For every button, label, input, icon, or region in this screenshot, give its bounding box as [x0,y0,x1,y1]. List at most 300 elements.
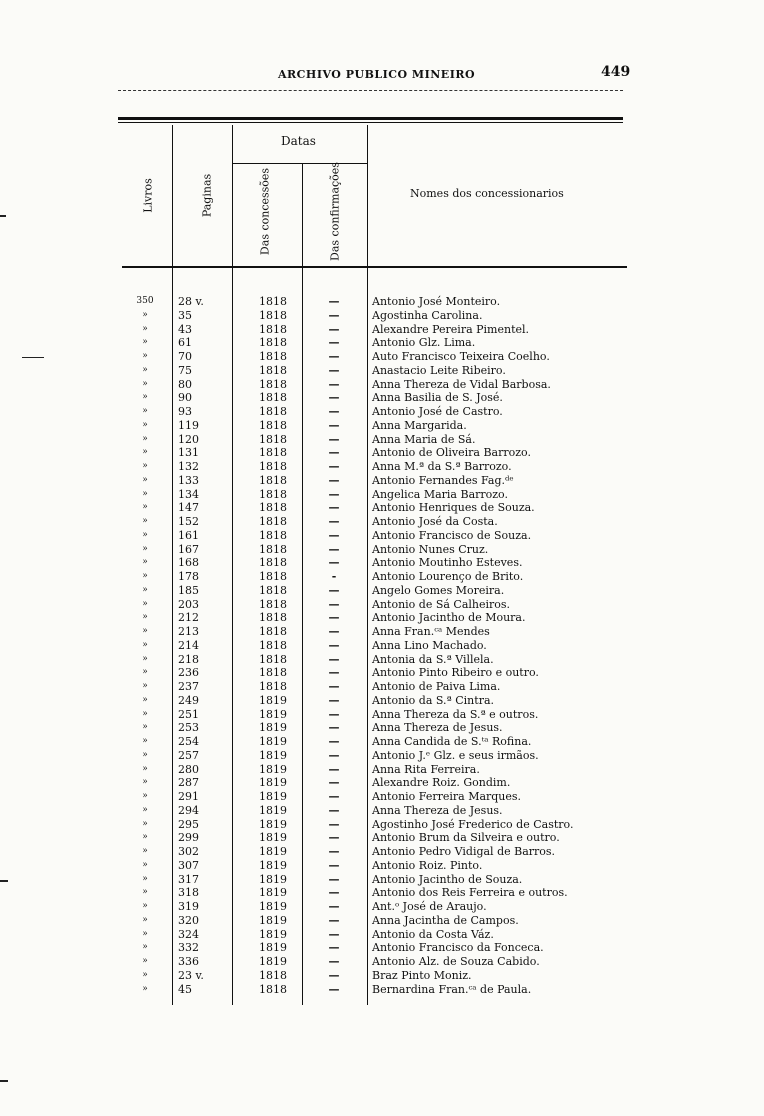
cell-data-confirmacao: — [328,845,340,858]
cell-pagina: 251 [178,707,199,721]
cell-data-confirmacao: — [328,418,340,432]
table-row [0,556,764,570]
cell-livro: » [142,639,148,650]
cell-pagina: 218 [178,652,199,666]
cell-livro: » [142,557,148,568]
cell-data-concessao: 1819 [259,858,287,872]
cell-livro: » [142,777,148,788]
cell-data-concessao: 1818 [259,446,287,460]
table-row [0,543,764,557]
table-row [0,515,764,529]
table-row [0,295,764,309]
cell-livro: » [142,474,148,485]
cell-data-concessao: 1818 [259,295,287,308]
cell-data-confirmacao: — [328,336,340,350]
cell-livro: » [142,584,148,595]
cell-nome: Antonio Pinto Ribeiro e outro. [372,666,539,680]
table-row [0,350,764,364]
cell-nome: Anna Rita Ferreira. [372,762,480,776]
cell-data-confirmacao: — [328,295,340,308]
table-row [0,928,764,942]
table-row [0,941,764,955]
cell-livro: » [142,378,148,389]
cell-pagina: 214 [178,638,199,652]
cell-livro: » [142,488,148,499]
cell-data-confirmacao: — [328,391,340,405]
cell-pagina: 35 [178,308,192,322]
cell-data-concessao: 1818 [259,501,287,515]
cell-pagina: 212 [178,611,199,625]
cell-data-concessao: 1819 [259,721,287,735]
cell-livro: » [142,351,148,361]
cell-data-confirmacao: — [328,831,340,845]
cell-nome: Antonio de Sá Calheiros. [372,597,511,611]
table-row [0,694,764,708]
cell-livro: » [142,818,148,829]
cell-data-confirmacao: — [328,982,340,996]
cell-data-confirmacao: — [328,735,340,748]
cell-data-concessao: 1819 [259,831,287,845]
cell-pagina: 318 [178,886,199,900]
cell-pagina: 280 [178,762,199,776]
cell-data-concessao: 1818 [259,336,287,350]
cell-data-confirmacao: — [328,748,340,762]
cell-nome: Alexandre Pereira Pimentel. [372,322,530,336]
cell-nome: Antonio Lourenço de Brito. [372,570,524,583]
cell-data-confirmacao: - [331,570,337,583]
cell-data-concessao: 1819 [259,845,287,858]
cell-data-confirmacao: — [328,322,340,336]
cell-data-confirmacao: — [328,913,340,927]
cell-nome: Anna Margarida. [372,418,467,432]
table-row [0,639,764,653]
cell-data-confirmacao: — [328,680,340,693]
cell-nome: Anna Thereza da S.ª e outros. [372,707,539,721]
cell-nome: Antonio Alz. de Souza Cabido. [372,955,540,968]
cell-data-concessao: 1818 [259,583,287,597]
cell-data-confirmacao: — [328,308,340,322]
cell-nome: Bernardina Fran.ᶜᵃ de Paula. [372,982,532,996]
table-row [0,804,764,818]
cell-nome: Antonio da S.ª Cintra. [372,693,495,707]
cell-nome: Anna Jacintha de Campos. [372,913,519,927]
cell-livro: » [142,598,148,609]
table-row [0,735,764,749]
cell-pagina: 61 [178,336,192,350]
cell-nome: Braz Pinto Moniz. [372,968,472,982]
cell-livro: » [142,667,148,678]
cell-data-confirmacao: — [328,927,340,941]
cell-pagina: 120 [178,432,199,446]
cell-livro: » [142,406,148,416]
cell-data-confirmacao: — [328,350,340,363]
cell-pagina: 320 [178,913,199,927]
cell-data-confirmacao: — [328,872,340,886]
cell-livro: » [142,529,148,540]
cell-nome: Antonio Brum da Silveira e outro. [372,831,560,845]
cell-livro: » [142,447,148,458]
cell-data-confirmacao: — [328,886,340,900]
header-paginas: Paginas [200,173,214,218]
cell-data-concessao: 1818 [259,982,287,996]
cell-nome: Auto Francisco Teixeira Coelho. [372,350,550,363]
table-row [0,309,764,323]
cell-nome: Antonio Nunes Cruz. [372,542,489,556]
cell-nome: Anna Thereza de Jesus. [372,721,503,735]
cell-pagina: 167 [178,542,199,556]
cell-data-confirmacao: — [328,803,340,817]
cell-nome: Anna Maria de Sá. [372,432,476,446]
cell-nome: Angelo Gomes Moreira. [372,583,505,597]
cell-pagina: 203 [178,597,199,611]
cell-livro: » [142,846,148,856]
cell-livro: » [142,433,148,444]
cell-data-confirmacao: — [328,638,340,652]
cell-data-confirmacao: — [328,501,340,515]
cell-nome: Anastacio Leite Ribeiro. [372,363,506,377]
table-row [0,570,764,584]
table-row [0,666,764,680]
cell-pagina: 75 [178,363,192,377]
table-row [0,460,764,474]
cell-data-concessao: 1818 [259,460,287,473]
cell-data-confirmacao: — [328,858,340,872]
cell-livro: » [142,736,148,746]
table-row [0,831,764,845]
cell-nome: Antonio Ferreira Marques. [372,790,522,803]
cell-data-concessao: 1819 [259,790,287,803]
cell-data-concessao: 1818 [259,597,287,611]
table-row [0,721,764,735]
cell-pagina: 257 [178,748,199,762]
cell-livro: » [142,543,148,554]
cell-nome: Anna Lino Machado. [372,638,487,652]
cell-data-confirmacao: — [328,776,340,790]
cell-livro: » [142,914,148,925]
cell-pagina: 236 [178,666,199,680]
cell-nome: Alexandre Roiz. Gondim. [372,776,511,790]
cell-data-confirmacao: — [328,707,340,721]
cell-pagina: 45 [178,982,192,996]
cell-pagina: 28 v. [178,295,204,308]
cell-data-confirmacao: — [328,652,340,666]
cell-pagina: 23 v. [178,968,204,982]
cell-pagina: 185 [178,583,199,597]
table-row [0,790,764,804]
cell-data-concessao: 1819 [259,927,287,941]
cell-livro: » [142,969,148,980]
cell-data-confirmacao: — [328,542,340,556]
cell-data-concessao: 1818 [259,363,287,377]
cell-data-confirmacao: — [328,432,340,446]
cell-pagina: 133 [178,473,199,487]
cell-data-concessao: 1819 [259,872,287,886]
cell-pagina: 70 [178,350,192,363]
cell-nome: Agostinha Carolina. [372,308,483,322]
cell-nome: Antonio Pedro Vidigal de Barros. [372,845,556,858]
cell-data-concessao: 1818 [259,391,287,405]
cell-data-confirmacao: — [328,666,340,680]
table-row [0,336,764,350]
page-header-title: ARCHIVO PUBLICO MINEIRO [278,68,476,81]
header-dotted-rule [118,90,623,91]
cell-data-confirmacao: — [328,611,340,625]
table-row [0,776,764,790]
cell-nome: Antonio da Costa Váz. [372,927,494,941]
cell-livro: » [142,928,148,939]
table-row [0,983,764,997]
table-row [0,584,764,598]
cell-livro: » [142,392,148,403]
table-row [0,323,764,337]
cell-pagina: 302 [178,845,199,858]
cell-nome: Ant.ᵒ José de Araujo. [372,900,487,913]
cell-data-confirmacao: — [328,556,340,570]
cell-nome: Antonio de Oliveira Barrozo. [372,446,531,460]
table-row [0,598,764,612]
cell-data-concessao: 1818 [259,652,287,666]
cell-data-confirmacao: — [328,446,340,460]
header-nomes: Nomes dos concessionarios [410,187,564,200]
cell-livro: » [142,323,148,334]
cell-data-concessao: 1819 [259,735,287,748]
cell-data-confirmacao: — [328,473,340,487]
table-row [0,433,764,447]
cell-data-confirmacao: — [328,377,340,391]
cell-pagina: 307 [178,858,199,872]
cell-livro: » [142,419,148,430]
cell-data-concessao: 1818 [259,487,287,501]
table-row [0,708,764,722]
cell-data-confirmacao: — [328,941,340,955]
margin-mark [0,215,6,217]
cell-data-concessao: 1818 [259,432,287,446]
margin-mark [0,1080,8,1082]
cell-livro: » [142,887,148,898]
cell-livro: » [142,681,148,691]
cell-livro: » [142,873,148,884]
table-row [0,625,764,639]
cell-data-confirmacao: — [328,900,340,913]
page-number: 449 [601,64,631,80]
header-concessoes: Das concessões [258,167,272,256]
cell-data-confirmacao: — [328,515,340,528]
cell-data-confirmacao: — [328,583,340,597]
cell-nome: Anna M.ª da S.ª Barrozo. [372,460,512,473]
cell-data-concessao: 1819 [259,941,287,955]
cell-data-confirmacao: — [328,817,340,831]
cell-data-concessao: 1818 [259,405,287,418]
header-datas-group: Datas [281,134,316,148]
cell-data-concessao: 1819 [259,748,287,762]
cell-livro: » [142,749,148,760]
cell-data-confirmacao: — [328,460,340,473]
cell-livro: » [142,901,148,911]
cell-data-confirmacao: — [328,597,340,611]
cell-data-concessao: 1819 [259,707,287,721]
cell-pagina: 134 [178,487,199,501]
cell-data-concessao: 1818 [259,625,287,638]
cell-livro: » [142,956,148,966]
cell-nome: Agostinho José Frederico de Castro. [372,817,574,831]
table-header-bottom-rule [122,266,627,268]
cell-livro: » [142,612,148,623]
cell-pagina: 213 [178,625,199,638]
cell-nome: Antonio Jacintho de Moura. [372,611,526,625]
cell-data-confirmacao: — [328,762,340,776]
cell-pagina: 131 [178,446,199,460]
cell-livro: » [142,708,148,719]
cell-nome: Antonio de Paiva Lima. [372,680,501,693]
cell-livro: » [142,364,148,375]
cell-nome: Antonio J.ᵉ Glz. e seus irmãos. [372,748,539,762]
cell-nome: Antonio José da Costa. [372,515,498,528]
cell-nome: Anna Fran.ᶜᵃ Mendes [372,625,490,638]
cell-nome: Antonio José Monteiro. [372,295,501,308]
datas-group-rule [232,163,367,164]
cell-data-concessao: 1819 [259,693,287,707]
cell-data-concessao: 1819 [259,776,287,790]
cell-livro: » [142,942,148,953]
cell-data-confirmacao: — [328,693,340,707]
cell-pagina: 291 [178,790,199,803]
cell-livro: » [142,694,148,705]
cell-pagina: 93 [178,405,192,418]
cell-pagina: 332 [178,941,199,955]
cell-data-confirmacao: — [328,790,340,803]
cell-nome: Antonio Glz. Lima. [372,336,476,350]
cell-data-concessao: 1818 [259,680,287,693]
table-row [0,969,764,983]
cell-nome: Antonio Roiz. Pinto. [372,858,483,872]
cell-pagina: 237 [178,680,199,693]
cell-livro: » [142,516,148,526]
cell-data-confirmacao: — [328,487,340,501]
cell-data-concessao: 1819 [259,817,287,831]
cell-livro: » [142,763,148,774]
cell-data-concessao: 1818 [259,968,287,982]
cell-data-concessao: 1818 [259,418,287,432]
cell-data-concessao: 1818 [259,570,287,583]
table-row [0,419,764,433]
table-row [0,653,764,667]
cell-data-concessao: 1819 [259,886,287,900]
cell-data-concessao: 1818 [259,377,287,391]
table-row [0,474,764,488]
cell-pagina: 295 [178,817,199,831]
cell-nome: Antonio Jacintho de Souza. [372,872,523,886]
table-row [0,405,764,419]
table-row [0,914,764,928]
cell-livro: » [142,859,148,870]
cell-data-concessao: 1818 [259,308,287,322]
cell-pagina: 254 [178,735,199,748]
table-row [0,873,764,887]
cell-pagina: 132 [178,460,199,473]
cell-nome: Anna Basilia de S. José. [372,391,503,405]
header-confirmacoes: Das confirmações [328,162,342,261]
cell-livro: 350 [136,296,154,306]
cell-livro: » [142,502,148,513]
cell-data-confirmacao: — [328,625,340,638]
table-row [0,886,764,900]
cell-data-confirmacao: — [328,721,340,735]
cell-pagina: 168 [178,556,199,570]
cell-nome: Antonio dos Reis Ferreira e outros. [372,886,568,900]
cell-nome: Antonio Francisco da Fonceca. [372,941,544,955]
table-row [0,845,764,859]
cell-pagina: 319 [178,900,199,913]
cell-pagina: 253 [178,721,199,735]
table-row [0,501,764,515]
table-row [0,680,764,694]
cell-data-concessao: 1818 [259,666,287,680]
cell-pagina: 299 [178,831,199,845]
cell-data-concessao: 1819 [259,762,287,776]
cell-data-confirmacao: — [328,955,340,968]
cell-nome: Antonio Henriques de Souza. [372,501,535,515]
cell-livro: » [142,804,148,815]
table-row [0,955,764,969]
table-row [0,818,764,832]
cell-nome: Angelica Maria Barrozo. [372,487,508,501]
cell-pagina: 119 [178,418,199,432]
cell-pagina: 161 [178,528,199,542]
table-row [0,364,764,378]
cell-pagina: 178 [178,570,199,583]
cell-pagina: 152 [178,515,199,528]
table-row [0,611,764,625]
cell-data-concessao: 1819 [259,900,287,913]
table-row [0,529,764,543]
table-row [0,446,764,460]
cell-nome: Antonio Fernandes Fag.ᵈᵉ [372,473,514,487]
cell-livro: » [142,832,148,843]
cell-pagina: 336 [178,955,199,968]
table-row [0,859,764,873]
table-row [0,900,764,914]
cell-data-confirmacao: — [328,405,340,418]
table-row [0,378,764,392]
cell-nome: Anna Thereza de Vidal Barbosa. [372,377,551,391]
cell-livro: » [142,791,148,801]
cell-data-confirmacao: — [328,363,340,377]
table-row [0,488,764,502]
cell-pagina: 147 [178,501,199,515]
cell-data-concessao: 1818 [259,556,287,570]
cell-livro: » [142,309,148,320]
cell-pagina: 43 [178,322,192,336]
cell-pagina: 249 [178,693,199,707]
cell-pagina: 80 [178,377,192,391]
cell-pagina: 294 [178,803,199,817]
cell-data-concessao: 1818 [259,542,287,556]
cell-pagina: 287 [178,776,199,790]
table-top-rule-thin [118,122,623,123]
cell-livro: » [142,571,148,581]
cell-nome: Antonio José de Castro. [372,405,503,418]
cell-nome: Antonio Francisco de Souza. [372,528,532,542]
cell-nome: Anna Candida de S.ᵗᵃ Rofina. [372,735,532,748]
cell-nome: Antonia da S.ª Villela. [372,652,494,666]
cell-livro: » [142,653,148,664]
cell-pagina: 324 [178,927,199,941]
table-row [0,763,764,777]
cell-data-concessao: 1818 [259,515,287,528]
cell-data-concessao: 1818 [259,350,287,363]
cell-livro: » [142,983,148,994]
cell-data-concessao: 1819 [259,955,287,968]
